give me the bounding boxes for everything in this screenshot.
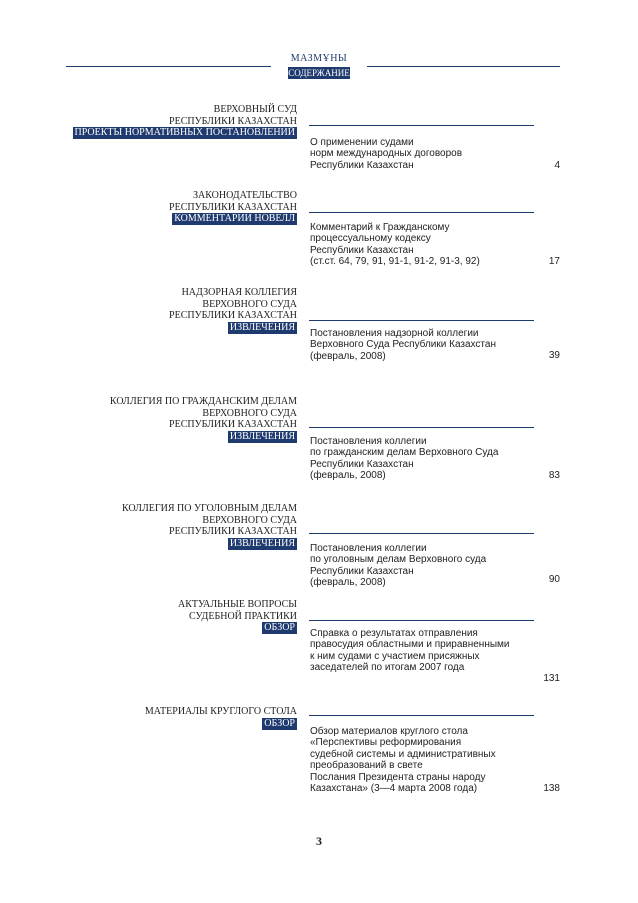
section-heading-line: НАДЗОРНАЯ КОЛЛЕГИЯ	[181, 287, 297, 298]
toc-entry[interactable]	[310, 137, 545, 171]
entry-rule	[309, 125, 534, 126]
section-heading-line: РЕСПУБЛИКИ КАЗАХСТАН	[169, 115, 297, 127]
section-badge: ПРОЕКТЫ НОРМАТИВНЫХ ПОСТАНОВЛЕНИЙ	[74, 127, 295, 138]
section-heading-line: АКТУАЛЬНЫЕ ВОПРОСЫ	[178, 599, 297, 610]
toc-entry-line: Казахстана» (3—4 марта 2008 года)	[310, 783, 478, 795]
section-heading-line: СУДЕБНОЙ ПРАКТИКИ	[188, 610, 297, 622]
toc-page-number[interactable]: 90	[548, 574, 560, 585]
toc-entry-line: Постановления коллегии	[310, 436, 427, 447]
toc-entry[interactable]	[310, 436, 545, 482]
toc-entry-line: по уголовным делам Верховного суда	[310, 554, 487, 566]
toc-page-number[interactable]: 138	[543, 783, 560, 794]
section-heading-line: МАТЕРИАЛЫ КРУГЛОГО СТОЛА	[144, 706, 297, 717]
section-heading-line: РЕСПУБЛИКИ КАЗАХСТАН	[169, 419, 297, 430]
toc-entry-line: судебной системы и административных	[310, 748, 496, 760]
section-heading-line: РЕСПУБЛИКИ КАЗАХСТАН	[169, 526, 297, 537]
section-heading-line: КОЛЛЕГИЯ ПО ГРАЖДАНСКИМ ДЕЛАМ	[109, 396, 297, 407]
header-rule-right	[367, 66, 560, 67]
header-title-kazakh: МАЗМҰНЫ	[290, 53, 348, 64]
toc-entry-line: Послания Президента страны народу	[310, 771, 486, 783]
toc-entry-line: Республики Казахстан	[310, 458, 414, 470]
toc-entry-line: Республики Казахстан	[310, 565, 414, 577]
section-heading	[0, 599, 297, 634]
toc-entry-line: норм международных договоров	[310, 148, 463, 160]
toc-entry-line: Постановления надзорной коллегии	[310, 328, 479, 339]
section-badge: ОБЗОР	[264, 622, 295, 633]
toc-entry-line: (февраль, 2008)	[310, 470, 386, 482]
header-title-badge: СОДЕРЖАНИЕ	[288, 68, 350, 78]
entry-rule	[309, 320, 534, 321]
toc-entry-line: Республики Казахстан	[310, 244, 414, 256]
toc-entry-line: (ст.ст. 64, 79, 91, 91-1, 91-2, 91-3, 92)	[310, 256, 480, 268]
toc-entry[interactable]	[310, 328, 545, 362]
toc-page-number[interactable]: 83	[548, 470, 560, 481]
header-rule-left	[66, 66, 271, 67]
entry-rule	[309, 715, 534, 716]
toc-page-number[interactable]: 4	[554, 160, 560, 171]
toc-entry[interactable]	[310, 628, 545, 674]
section-heading	[0, 104, 297, 139]
page-number: 3	[316, 834, 322, 848]
toc-entry-line: процессуальному кодексу	[310, 233, 431, 245]
toc-entry-line: Обзор материалов круглого стола	[310, 726, 468, 737]
section-badge: КОММЕНТАРИИ НОВЕЛЛ	[174, 213, 295, 224]
section-badge: ИЗВЛЕЧЕНИЯ	[229, 321, 295, 333]
section-heading-line: ВЕРХОВНОГО СУДА	[202, 298, 297, 310]
toc-entry-line: к ним судами с участием присяжных	[310, 650, 480, 662]
toc-page-number[interactable]: 131	[543, 673, 560, 684]
section-heading-line: ВЕРХОВНОГО СУДА	[202, 407, 297, 419]
toc-entry-line: «Перспективы реформирования	[310, 737, 462, 749]
toc-entry-line: Комментарий к Гражданскому	[310, 222, 450, 233]
section-heading-line: КОЛЛЕГИЯ ПО УГОЛОВНЫМ ДЕЛАМ	[122, 503, 297, 514]
toc-entry-line: преобразований в свете	[310, 760, 423, 772]
section-heading-line: РЕСПУБЛИКИ КАЗАХСТАН	[169, 310, 297, 321]
toc-entry-line: по гражданским делам Верховного Суда	[310, 447, 499, 459]
toc-entry-line: Республики Казахстан	[310, 159, 414, 171]
entry-rule	[309, 533, 534, 534]
toc-entry[interactable]	[310, 726, 545, 794]
section-heading	[0, 287, 297, 334]
entry-rule	[309, 620, 534, 621]
section-badge: ИЗВЛЕЧЕНИЯ	[229, 537, 295, 549]
section-badge: ОБЗОР	[264, 717, 295, 729]
toc-entry-line: О применении судами	[310, 137, 414, 148]
toc-page-number[interactable]: 39	[548, 350, 560, 361]
section-badge: ИЗВЛЕЧЕНИЯ	[229, 430, 295, 442]
section-heading-line: РЕСПУБЛИКИ КАЗАХСТАН	[169, 201, 297, 213]
toc-entry-line: Постановления коллегии	[310, 543, 427, 554]
toc-entry-line: (февраль, 2008)	[310, 350, 386, 362]
entry-rule	[309, 212, 534, 213]
section-heading	[0, 706, 297, 730]
toc-entry-line: (февраль, 2008)	[310, 577, 386, 589]
toc-entry[interactable]	[310, 543, 545, 589]
section-heading-line: ВЕРХОВНОГО СУДА	[202, 514, 297, 526]
toc-entry-line: Справка о результатах отправления	[310, 628, 478, 639]
section-heading-line: ЗАКОНОДАТЕЛЬСТВО	[192, 190, 297, 201]
toc-entry[interactable]	[310, 222, 545, 268]
section-heading-line: ВЕРХОВНЫЙ СУД	[213, 104, 297, 115]
section-heading	[0, 190, 297, 225]
toc-entry-line: правосудия областными и приравненными	[310, 639, 510, 651]
section-heading	[0, 503, 297, 550]
toc-entry-line: заседателей по итогам 2007 года	[310, 662, 465, 674]
section-heading	[0, 396, 297, 443]
toc-page-number[interactable]: 17	[548, 256, 560, 267]
toc-entry-line: Верховного Суда Республики Казахстан	[310, 339, 496, 351]
entry-rule	[309, 427, 534, 428]
